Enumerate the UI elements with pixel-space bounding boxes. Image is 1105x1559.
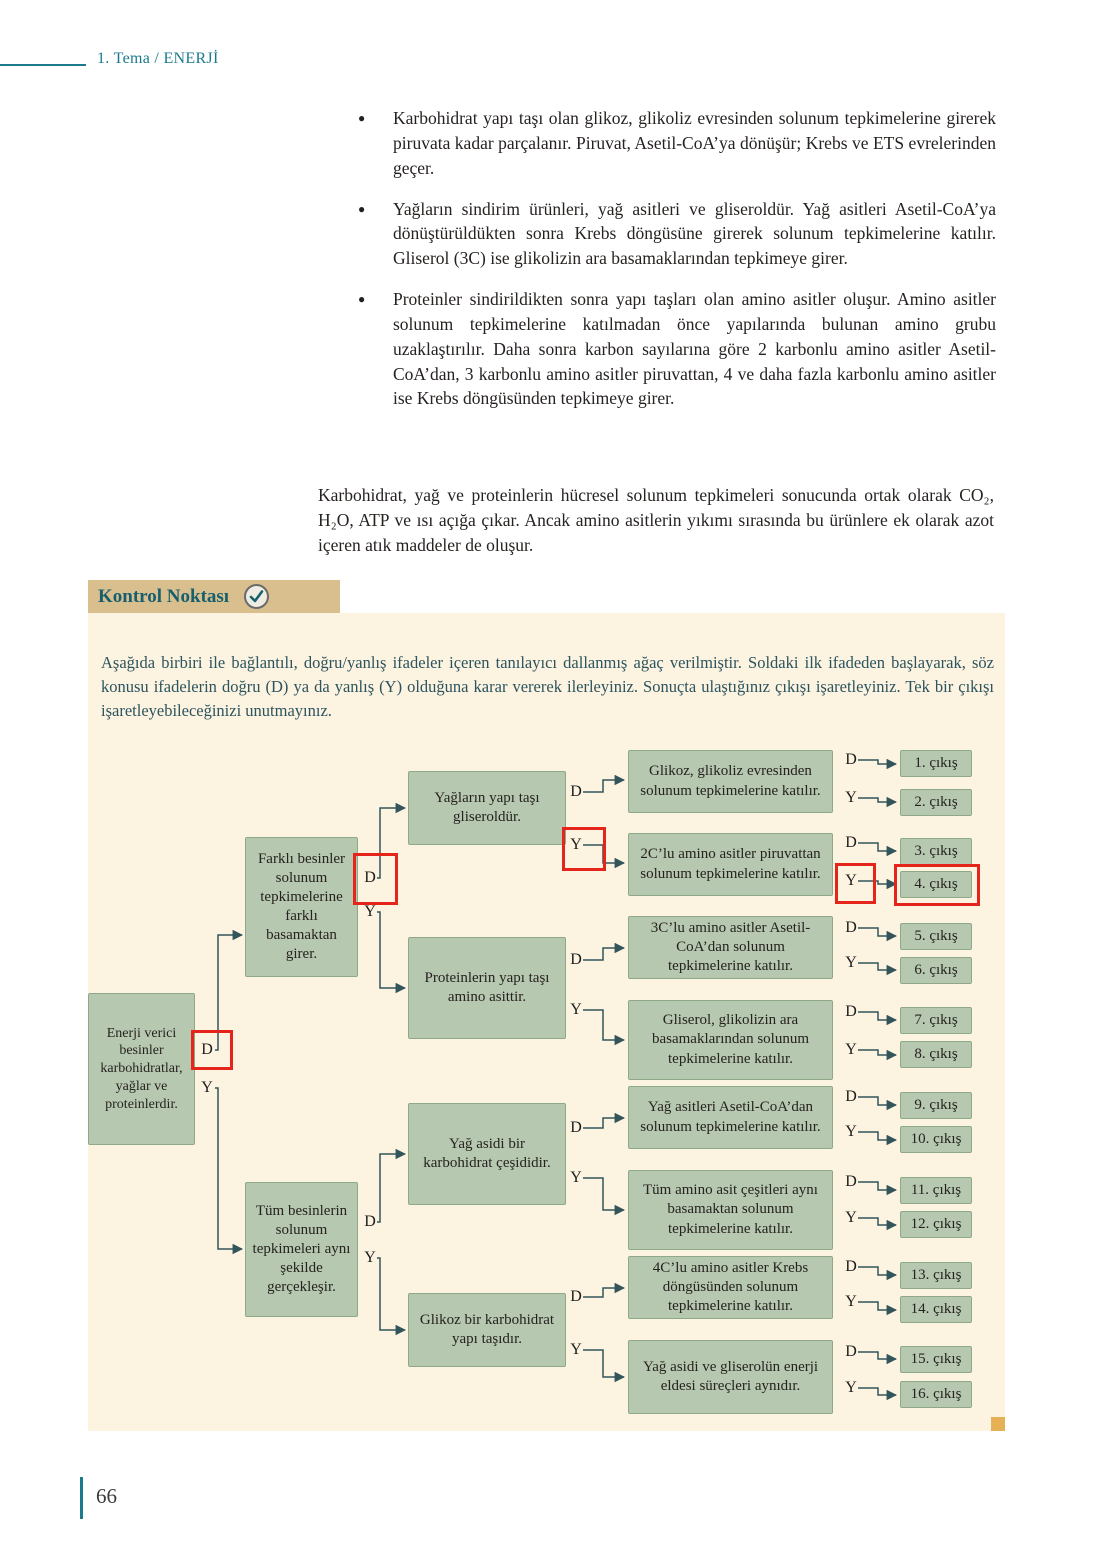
branch-label-s6-d: D: [845, 1173, 857, 1190]
highlight-l2a1-y: [562, 827, 606, 871]
branch-label-l1a-y: Y: [364, 903, 376, 920]
branch-label-l2b1-y: Y: [570, 1169, 582, 1186]
bullet-icon: ●: [358, 111, 366, 125]
page-title: 1. Tema / ENERJİ: [97, 50, 219, 67]
checkmark-icon: [243, 583, 270, 610]
node-l2-a2: Proteinlerin yapı taşı amino asittir.: [408, 937, 566, 1039]
exit-1: 1. çıkış: [900, 750, 972, 777]
footer-accent-bar: [80, 1477, 83, 1519]
kontrol-noktasi-header: [88, 580, 340, 613]
branch-label-s3-d: D: [845, 919, 857, 936]
node-l1-b: Tüm besinlerin solunum tepkimeleri aynı şekilde gerçekleşir.: [245, 1182, 358, 1317]
node-l2-b1: Yağ asidi bir karbohidrat çeşididir.: [408, 1103, 566, 1205]
highlight-s2-y: [835, 863, 876, 904]
branch-label-s6-y: Y: [845, 1209, 857, 1226]
statement-3: 3C’lu amino asitler Asetil-CoA’dan solunum tepkimelerine katılır.: [628, 916, 833, 979]
branch-label-s7-d: D: [845, 1258, 857, 1275]
branch-label-root-d: D: [201, 1041, 213, 1058]
branch-label-l2a2-y: Y: [570, 1001, 582, 1018]
branch-label-l2a1-d: D: [570, 783, 582, 800]
highlight-exit-4: [894, 864, 980, 906]
branch-label-s4-y: Y: [845, 1041, 857, 1058]
highlight-l1a-d: [353, 853, 398, 905]
exit-8: 8. çıkış: [900, 1041, 972, 1068]
branch-label-s5-y: Y: [845, 1123, 857, 1140]
bullet-text: Karbohidrat yapı taşı olan glikoz, glikoliz evresinden solunum tepkimelerine girerek piruvata kadar parçalanır. Piruvat, Asetil-CoA’ya dönüşür; Krebs ve ETS evrelerinden geçer.: [393, 108, 996, 178]
closing-paragraph: Karbohidrat, yağ ve proteinlerin hücresel solunum tepkimeleri sonucunda ortak olarak CO₂, H₂O, ATP ve ısı açığa çıkar. Ancak amino asitlerin yıkımı sırasında bu ürünlere ek olarak azot içeren atık maddeler de oluşur.: [318, 485, 994, 555]
exit-10: 10. çıkış: [900, 1126, 972, 1153]
exit-6: 6. çıkış: [900, 957, 972, 984]
list-item: [358, 106, 996, 181]
exit-9: 9. çıkış: [900, 1092, 972, 1119]
exit-11: 11. çıkış: [900, 1177, 972, 1204]
highlight-root-d: [191, 1030, 233, 1070]
branch-label-l2b2-d: D: [570, 1288, 582, 1305]
kontrol-noktasi-title: Kontrol Noktası: [98, 585, 230, 607]
bullet-icon: ●: [358, 201, 366, 216]
branch-label-s3-y: Y: [845, 954, 857, 971]
bullet-list: [358, 106, 996, 427]
branch-label-l1a-d: D: [364, 869, 376, 886]
branch-label-s1-y: Y: [845, 789, 857, 806]
bullet-text: Proteinler sindirildikten sonra yapı taşları olan amino asitler oluşur. Amino asitler solunum tepkimelerine katılmadan önce yapılarında bulunan amino grubu uzaklaştırılır. Daha sonra karbon sayılarına göre 2 karbonlu amino asitler Asetil-CoA’dan, 3 karbonlu amino asitler piruvattan, 4 ve daha fazla karbonlu amino asitler ise Krebs döngüsünden tepkimeye girer.: [393, 289, 996, 409]
exit-12: 12. çıkış: [900, 1211, 972, 1238]
branch-label-root-y: Y: [201, 1079, 213, 1096]
node-l1-a: Farklı besinler solunum tepkimelerine farklı basamaktan girer.: [245, 837, 358, 977]
branch-label-s4-d: D: [845, 1003, 857, 1020]
branch-label-l2a2-d: D: [570, 951, 582, 968]
bullet-icon: ●: [358, 292, 366, 307]
exit-14: 14. çıkış: [900, 1296, 972, 1323]
panel-corner-ornament: [991, 1417, 1005, 1431]
branch-label-s7-y: Y: [845, 1293, 857, 1310]
exit-2: 2. çıkış: [900, 789, 972, 816]
branch-label-l2b2-y: Y: [570, 1341, 582, 1358]
exercise-instructions: Aşağıda birbiri ile bağlantılı, doğru/yanlış ifadeler içeren tanılayıcı dallanmış ağaç verilmiştir. Soldaki ilk ifadeden başlayarak, söz konusu ifadelerin doğru (D) ya da yanlış (Y) olduğuna karar vererek ilerleyiniz. Sonuçta ulaştığınız çıkışı işaretleyiniz. Tek bir çıkışı işaretleyebileceğinizi unutmayınız.: [101, 653, 994, 720]
statement-1: Glikoz, glikoliz evresinden solunum tepkimelerine katılır.: [628, 750, 833, 813]
statement-6: Tüm amino asit çeşitleri aynı basamaktan solunum tepkimelerine katılır.: [628, 1170, 833, 1250]
branch-label-s8-d: D: [845, 1343, 857, 1360]
page-number: 66: [96, 1484, 117, 1508]
branch-label-l1b-d: D: [364, 1213, 376, 1230]
node-root: Enerji verici besinler karbohidratlar, yağlar ve proteinlerdir.: [88, 993, 195, 1145]
exit-7: 7. çıkış: [900, 1007, 972, 1034]
node-l2-a1: Yağların yapı taşı gliseroldür.: [408, 771, 566, 845]
branch-label-l1b-y: Y: [364, 1249, 376, 1266]
exit-4: 4. çıkış: [900, 871, 972, 898]
branch-label-s2-y: Y: [845, 872, 857, 889]
statement-4: Gliserol, glikolizin ara basamaklarından solunum tepkimelerine katılır.: [628, 1000, 833, 1080]
statement-2: 2C’lu amino asitler piruvattan solunum tepkimelerine katılır.: [628, 833, 833, 896]
statement-7: 4C’lu amino asitler Krebs döngüsünden solunum tepkimelerine katılır.: [628, 1256, 833, 1319]
exit-5: 5. çıkış: [900, 923, 972, 950]
branch-label-l2b1-d: D: [570, 1119, 582, 1136]
branch-label-s2-d: D: [845, 834, 857, 851]
bullet-text: Yağların sindirim ürünleri, yağ asitleri ve gliseroldür. Yağ asitleri Asetil-CoA’ya dönüştürüldükten sonra Krebs döngüsüne girerek solunum tepkimelerine katılır. Gliserol (3C) ise glikolizin ara basamaklarından tepkimeye girer.: [393, 198, 996, 269]
list-item: [358, 197, 996, 272]
exit-16: 16. çıkış: [900, 1381, 972, 1408]
statement-8: Yağ asidi ve gliserolün enerji eldesi süreçleri aynıdır.: [628, 1340, 833, 1414]
exit-3: 3. çıkış: [900, 838, 972, 865]
list-item: [358, 287, 996, 411]
exit-13: 13. çıkış: [900, 1262, 972, 1289]
node-l2-b2: Glikoz bir karbohidrat yapı taşıdır.: [408, 1293, 566, 1367]
header-rule: [0, 64, 86, 66]
branch-label-s8-y: Y: [845, 1379, 857, 1396]
exit-15: 15. çıkış: [900, 1346, 972, 1373]
statement-5: Yağ asitleri Asetil-CoA’dan solunum tepkimelerine katılır.: [628, 1086, 833, 1149]
branch-label-l2a1-y: Y: [570, 836, 582, 853]
branch-label-s1-d: D: [845, 751, 857, 768]
branch-label-s5-d: D: [845, 1088, 857, 1105]
